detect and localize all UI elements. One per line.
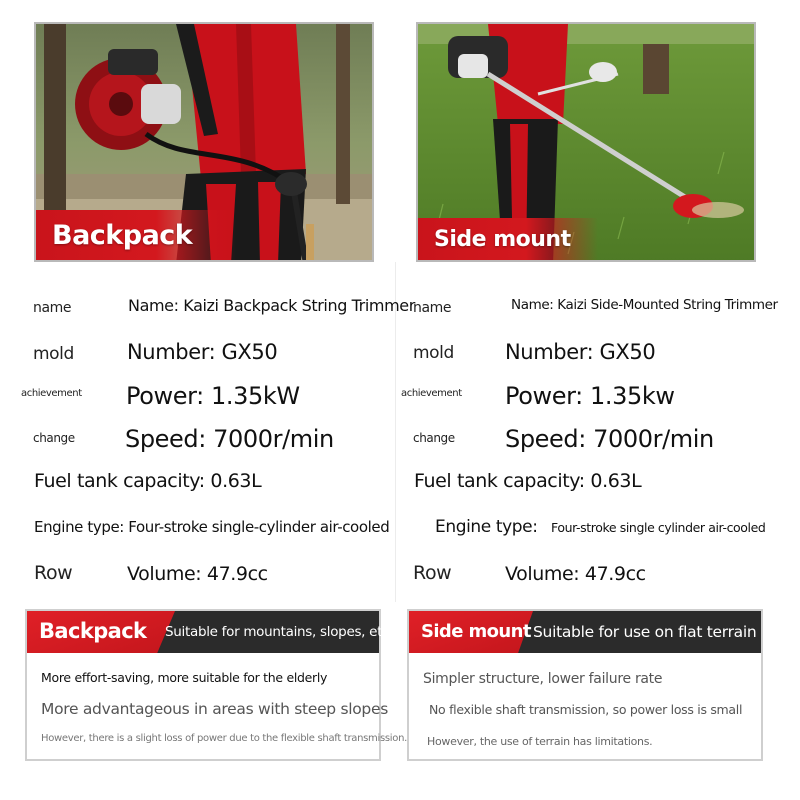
left-power-value: Power: 1.35kW — [126, 382, 300, 410]
side-mount-summary-card — [407, 609, 763, 761]
right-engine-label: Engine type: — [435, 517, 538, 537]
backpack-card-line-3: However, there is a slight loss of power due to the flexible shaft transmission. — [41, 733, 408, 744]
right-speed-value: Speed: 7000r/min — [505, 425, 714, 453]
backpack-card-header — [27, 611, 394, 653]
left-name-value: Name: Kaizi Backpack String Trimmer — [128, 296, 415, 315]
right-achievement-label: achievement — [401, 388, 462, 399]
side-mount-card-line-3: However, the use of terrain has limitations. — [427, 735, 653, 748]
left-volume-value: Volume: 47.9cc — [127, 563, 268, 585]
left-fuel-value: Fuel tank capacity: 0.63L — [34, 470, 262, 492]
left-name-label: name — [33, 300, 72, 316]
left-change-label: change — [33, 431, 75, 445]
side-mount-photo-label: Side mount — [418, 218, 598, 260]
left-engine-value: Engine type: Four-stroke single-cylinder air-cooled — [34, 518, 390, 536]
left-achievement-label: achievement — [21, 388, 82, 399]
right-volume-value: Volume: 47.9cc — [505, 563, 646, 585]
right-name-value: Name: Kaizi Side-Mounted String Trimmer — [511, 297, 778, 313]
side-mount-card-headline: Suitable for use on flat terrain — [533, 623, 757, 641]
backpack-card-headline: Suitable for mountains, slopes, etc. — [165, 624, 394, 640]
side-mount-card-line-2: No flexible shaft transmission, so power loss is small — [429, 702, 743, 717]
backpack-card-line-2: More advantageous in areas with steep slopes — [41, 700, 388, 718]
backpack-summary-card — [25, 609, 408, 761]
backpack-card-tag-text: Backpack — [39, 619, 147, 643]
side-mount-card-tag-text: Side mount — [421, 621, 531, 642]
left-number-value: Number: GX50 — [127, 340, 278, 364]
side-mount-card-line-1: Simpler structure, lower failure rate — [423, 671, 663, 687]
left-row-label: Row — [34, 562, 73, 584]
right-power-value: Power: 1.35kw — [505, 382, 675, 410]
backpack-photo — [34, 22, 374, 262]
right-engine-value: Four-stroke single cylinder air-cooled — [551, 520, 766, 535]
left-speed-value: Speed: 7000r/min — [125, 425, 334, 453]
backpack-photo-label: Backpack — [36, 210, 236, 260]
right-mold-label: mold — [413, 343, 454, 363]
right-change-label: change — [413, 431, 455, 445]
right-name-label: name — [413, 300, 452, 316]
backpack-card-line-1: More effort-saving, more suitable for the elderly — [41, 670, 328, 685]
side-mount-photo — [416, 22, 756, 262]
right-fuel-value: Fuel tank capacity: 0.63L — [414, 470, 642, 492]
right-row-label: Row — [413, 562, 452, 584]
right-number-value: Number: GX50 — [505, 340, 656, 364]
side-mount-card-header — [409, 611, 761, 653]
left-mold-label: mold — [33, 344, 74, 364]
